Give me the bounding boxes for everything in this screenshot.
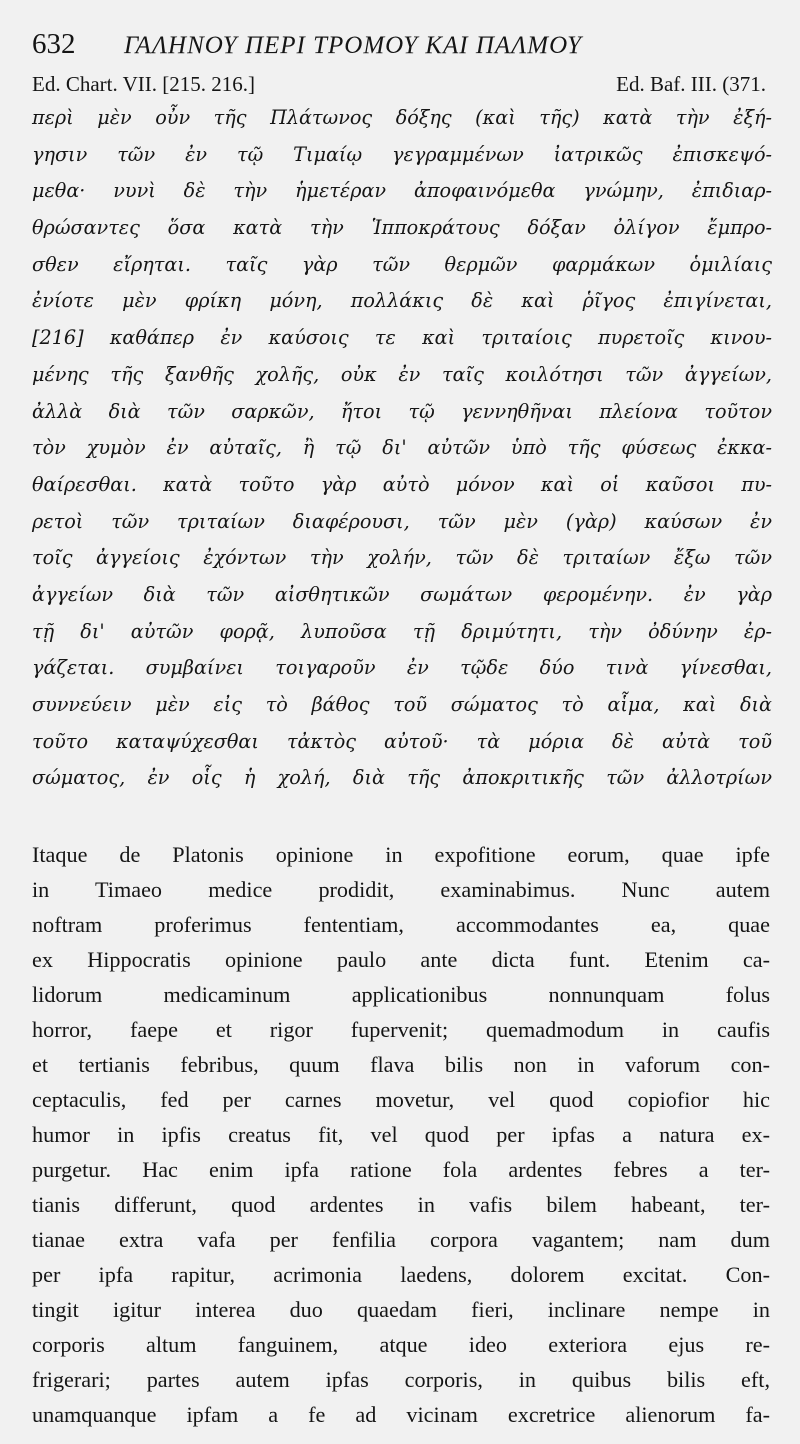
edition-reference-line <box>32 72 772 98</box>
latin-text-line: in Timaeo medice prodidit, examinabimus. Nunc autem <box>32 877 770 903</box>
latin-text-line: et tertianis febribus, quum flava bilis non in vaforum con- <box>32 1052 770 1078</box>
greek-text-line: [216] καθάπερ ἐν καύσοις τε καὶ τριταίοις πυρετοῖς κινου- <box>32 326 772 350</box>
greek-text-line: θαίρεσθαι. κατὰ τοῦτο γὰρ αὐτὸ μόνον καὶ οἱ καῦσοι πυ- <box>32 472 772 496</box>
greek-text-line: τοῦτο καταψύχεσθαι τἀκτὸς αὐτοῦ· τὰ μόρια δὲ αὐτὰ τοῦ <box>32 729 772 753</box>
greek-text-line: σώματος, ἐν οἷς ἡ χολή, διὰ τῆς ἀποκριτικῆς τῶν ἀλλοτρίων <box>32 766 772 790</box>
running-head <box>32 28 772 72</box>
greek-text-line: γάζεται. συμβαίνει τοιγαροῦν ἐν τῷδε δύο τινὰ γίνεσθαι, <box>32 656 772 680</box>
greek-text-line: περὶ μὲν οὖν τῆς Πλάτωνος δόξης (καὶ τῆς) κατὰ τὴν ἐξή- <box>32 106 772 129</box>
greek-text-line: συννεύειν μὲν εἰς τὸ βάθος τοῦ σώματος τὸ αἷμα, καὶ διὰ <box>32 693 772 716</box>
greek-text-line: μένης τῆς ξανθῆς χολῆς, οὐκ ἐν ταῖς κοιλότησι τῶν ἀγγείων, <box>32 362 772 386</box>
edition-reference-left: Ed. Chart. VII. [215. 216.] <box>32 72 255 96</box>
latin-text-line: horror, faepe et rigor fupervenit; quemadmodum in caufis <box>32 1017 770 1043</box>
greek-text-line: τῇ δι' αὐτῶν φορᾷ, λυποῦσα τῇ δριμύτητι, τὴν ὀδύνην ἐρ- <box>32 619 772 643</box>
latin-text-line: tianae extra vafa per fenfilia corpora vagantem; nam dum <box>32 1227 770 1253</box>
latin-text-line: lidorum medicaminum applicationibus nonnunquam folus <box>32 982 770 1008</box>
latin-text-line: per ipfa rapitur, acrimonia laedens, dolorem excitat. Con- <box>32 1262 770 1288</box>
latin-text-line: tianis differunt, quod ardentes in vafis bilem habeant, ter- <box>32 1192 770 1218</box>
greek-text-line: τοῖς ἀγγείοις ἐχόντων τὴν χολήν, τῶν δὲ τριταίων ἔξω τῶν <box>32 546 772 570</box>
running-title: ΓΑΛΗΝΟΥ ΠΕΡΙ ΤΡΟΜΟΥ ΚΑΙ ΠΑΛΜΟΥ <box>124 32 583 59</box>
greek-text-line: ἀλλὰ διὰ τῶν σαρκῶν, ἤτοι τῷ γεννηθῆναι πλείονα τοῦτον <box>32 399 772 423</box>
section-gap <box>32 797 772 837</box>
page-number: 632 <box>32 28 76 60</box>
latin-text-line: purgetur. Hac enim ipfa ratione fola ardentes febres a ter- <box>32 1157 770 1183</box>
greek-text-line: τὸν χυμὸν ἐν αὐταῖς, ἢ τῷ δι' αὐτῶν ὑπὸ τῆς φύσεως ἐκκα- <box>32 436 772 460</box>
latin-text-line: ex Hippocratis opinione paulo ante dicta funt. Etenim ca- <box>32 947 770 973</box>
latin-text-line: frigerari; partes autem ipfas corporis, in quibus bilis eft, <box>32 1367 770 1393</box>
latin-text-line: ceptaculis, fed per carnes movetur, vel quod copiofior hic <box>32 1087 770 1113</box>
greek-text-line: ρετοὶ τῶν τριταίων διαφέρουσι, τῶν μὲν (γὰρ) καύσων ἐν <box>32 509 772 533</box>
latin-text-line: humor in ipfis creatus fit, vel quod per ipfas a natura ex- <box>32 1122 770 1148</box>
edition-reference-right: Ed. Baf. III. (371. <box>616 72 766 96</box>
greek-text-line: ἐνίοτε μὲν φρίκη μόνη, πολλάκις δὲ καὶ ῥῖγος ἐπιγίνεται, <box>32 289 772 313</box>
latin-text-block <box>32 837 772 1432</box>
latin-text-line: Itaque de Platonis opinione in expofitione eorum, quae ipfe <box>32 842 770 868</box>
latin-text-line: corporis altum fanguinem, atque ideo exteriora ejus re- <box>32 1332 770 1358</box>
greek-text-line: σθεν εἴρηται. ταῖς γὰρ τῶν θερμῶν φαρμάκων ὁμιλίαις <box>32 252 772 276</box>
latin-text-line: unamquanque ipfam a fe ad vicinam excretrice alienorum fa- <box>32 1402 770 1428</box>
greek-text-line: ἀγγείων διὰ τῶν αἰσθητικῶν σωμάτων φερομένην. ἐν γὰρ <box>32 582 772 606</box>
greek-text-line: θρώσαντες ὅσα κατὰ τὴν Ἱπποκράτους δόξαν ὀλίγον ἔμπρο- <box>32 216 772 240</box>
latin-text-line: tingit igitur interea duo quaedam fieri, inclinare nempe in <box>32 1297 770 1323</box>
greek-text-line: μεθα· νυνὶ δὲ τὴν ἡμετέραν ἀποφαινόμεθα γνώμην, ἐπιδιαρ- <box>32 179 772 203</box>
greek-text-block <box>32 100 772 797</box>
latin-text-line: noftram proferimus fententiam, accommodantes ea, quae <box>32 912 770 938</box>
greek-text-line: γησιν τῶν ἐν τῷ Τιμαίῳ γεγραμμένων ἰατρικῶς ἐπισκεψό- <box>32 142 772 166</box>
